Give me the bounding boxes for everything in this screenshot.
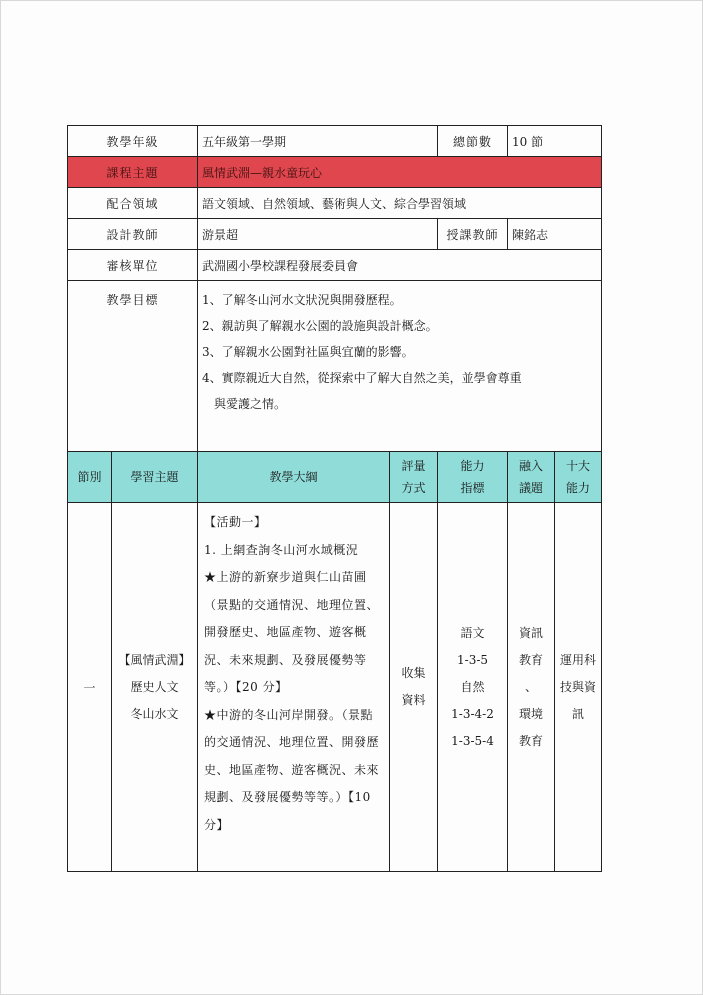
col-ability	[438, 452, 508, 503]
outline-line: 況、未來規劃、及發展優勢等	[204, 652, 367, 667]
theme-line: 冬山水文	[130, 706, 179, 721]
session-outline	[198, 503, 390, 872]
assessment-line: 收集	[401, 666, 426, 680]
sessions-value: 10 節	[508, 126, 602, 157]
column-header-row	[68, 452, 602, 503]
outline-line: 規劃、及發展優勢等等。）【10	[204, 790, 371, 804]
designer-row	[68, 219, 602, 250]
col-ability-line1: 能力	[460, 459, 485, 473]
integration-line: 資訊	[519, 625, 544, 640]
integration-line: 環境	[519, 706, 544, 721]
col-ability-line2: 指標	[460, 481, 485, 495]
outline-line: 史、地區產物、遊客概況、未來	[204, 762, 380, 777]
goal-item: 1、了解冬山河水文狀況與開發歷程。	[202, 293, 402, 307]
col-integration-line1: 融入	[519, 459, 544, 473]
topic-value: 風情武淵—親水童玩心	[198, 157, 602, 188]
topic-label: 課程主題	[68, 157, 198, 188]
review-row	[68, 250, 602, 281]
review-value: 武淵國小學校課程發展委員會	[198, 250, 602, 281]
col-ten-line2: 能力	[566, 481, 591, 495]
topic-row	[68, 157, 602, 188]
outline-line: 的交通情況、地理位置、開發歷	[204, 735, 380, 749]
goal-item: 2、親訪與了解親水公園的設施與設計概念。	[202, 319, 438, 333]
ten-line: 運用科	[560, 652, 597, 667]
session-ability	[438, 503, 508, 872]
session-integration	[508, 503, 555, 872]
designer-value: 游景超	[198, 219, 438, 250]
designer-label: 設計教師	[68, 219, 198, 250]
col-assessment-line1: 評量	[401, 459, 426, 473]
goals-cell	[198, 281, 602, 452]
outline-line: 【活動一】	[204, 515, 267, 529]
goals-row	[68, 281, 602, 452]
col-assessment	[390, 452, 438, 503]
goals-label: 教學目標	[68, 281, 198, 452]
sessions-label: 總節數	[438, 126, 508, 157]
ten-line: 技與資	[560, 679, 597, 694]
ability-line: 1-3-4-2	[451, 706, 494, 721]
integration-line: 教育	[519, 733, 544, 748]
goal-item: 4、實際親近大自然，從探索中了解大自然之美，並學會尊重	[202, 371, 522, 385]
grade-label: 教學年級	[68, 126, 198, 157]
lesson-plan-table	[67, 125, 602, 872]
col-integration	[508, 452, 555, 503]
outline-line: 分】	[204, 817, 230, 832]
col-ten-line1: 十大	[566, 459, 591, 473]
col-ten-abilities	[555, 452, 602, 503]
col-integration-line2: 議題	[519, 481, 544, 495]
ability-line: 1-3-5	[457, 652, 489, 667]
outline-line: ★上游的新寮步道與仁山苗圃	[204, 570, 367, 584]
review-label: 審核單位	[68, 250, 198, 281]
integration-line: 、	[525, 679, 538, 694]
col-theme: 學習主題	[112, 452, 198, 503]
grade-value: 五年級第一學期	[198, 126, 438, 157]
outline-line: ★中游的冬山河岸開發。（景點	[204, 707, 374, 722]
session-number: 一	[68, 503, 112, 872]
col-session: 節別	[68, 452, 112, 503]
fields-label: 配合領域	[68, 188, 198, 219]
fields-value: 語文領域、自然領域、藝術與人文、綜合學習領域	[198, 188, 602, 219]
goal-item-continuation: 與愛護之情。	[214, 397, 287, 411]
fields-row	[68, 188, 602, 219]
outline-line: 等。）【20 分】	[204, 680, 288, 694]
ten-line: 訊	[572, 706, 585, 721]
col-outline: 教學大綱	[198, 452, 390, 503]
theme-line: 【風情武淵】	[118, 652, 191, 667]
assessment-line: 資料	[401, 693, 426, 707]
ability-line: 自然	[460, 679, 485, 694]
session-ten-abilities	[555, 503, 602, 872]
session-assessment	[390, 503, 438, 872]
session-row	[68, 503, 602, 872]
col-assessment-line2: 方式	[401, 481, 426, 495]
outline-line: 1. 上網查詢冬山河水域概況	[204, 542, 359, 557]
outline-line: （景點的交通情況、地理位置、	[204, 597, 380, 612]
theme-line: 歷史人文	[130, 679, 179, 694]
instructor-value: 陳銘志	[508, 219, 602, 250]
goals-list	[198, 281, 601, 417]
ability-line: 語文	[460, 625, 485, 640]
ability-line: 1-3-5-4	[451, 733, 494, 748]
instructor-label: 授課教師	[438, 219, 508, 250]
integration-line: 教育	[519, 652, 544, 667]
outline-line: 開發歷史、地區產物、遊客概	[204, 625, 367, 639]
grade-row	[68, 126, 602, 157]
session-theme	[112, 503, 198, 872]
goal-item: 3、了解親水公園對社區與宜蘭的影響。	[202, 345, 414, 359]
